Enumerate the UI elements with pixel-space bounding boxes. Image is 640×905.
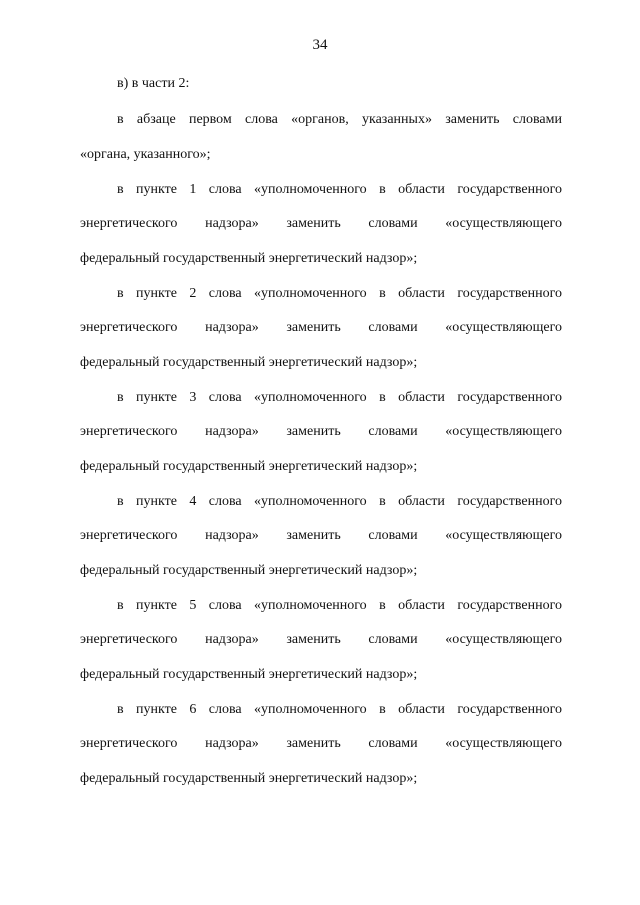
subsection-heading: в) в части 2:	[117, 76, 190, 91]
paragraph-point-3-line-2: энергетического надзора» заменить словами «осуществляющего	[80, 424, 562, 439]
paragraph-point-5-line-3: федеральный государственный энергетический надзор»;	[80, 667, 418, 682]
paragraph-point-1-line-1: в пункте 1 слова «уполномоченного в области государственного	[117, 182, 562, 197]
paragraph-point-2-line-3: федеральный государственный энергетический надзор»;	[80, 355, 418, 370]
paragraph-point-5-line-1: в пункте 5 слова «уполномоченного в области государственного	[117, 598, 562, 613]
paragraph-point-6-line-1: в пункте 6 слова «уполномоченного в области государственного	[117, 702, 562, 717]
paragraph-point-2-line-1: в пункте 2 слова «уполномоченного в области государственного	[117, 286, 562, 301]
paragraph-point-3-line-1: в пункте 3 слова «уполномоченного в области государственного	[117, 390, 562, 405]
paragraph-point-1-line-2: энергетического надзора» заменить словами «осуществляющего	[80, 216, 562, 231]
paragraph-point-6-line-3: федеральный государственный энергетический надзор»;	[80, 771, 418, 786]
page-number: 34	[312, 37, 328, 53]
paragraph-abzac-line-2: «органа, указанного»;	[80, 147, 211, 162]
paragraph-point-2-line-2: энергетического надзора» заменить словами «осуществляющего	[80, 320, 562, 335]
paragraph-point-5-line-2: энергетического надзора» заменить словами «осуществляющего	[80, 632, 562, 647]
paragraph-point-3-line-3: федеральный государственный энергетический надзор»;	[80, 459, 418, 474]
paragraph-abzac-line-1: в абзаце первом слова «органов, указанных» заменить словами	[117, 112, 562, 127]
paragraph-point-4-line-1: в пункте 4 слова «уполномоченного в области государственного	[117, 494, 562, 509]
paragraph-point-6-line-2: энергетического надзора» заменить словами «осуществляющего	[80, 736, 562, 751]
paragraph-point-4-line-3: федеральный государственный энергетический надзор»;	[80, 563, 418, 578]
paragraph-point-4-line-2: энергетического надзора» заменить словами «осуществляющего	[80, 528, 562, 543]
paragraph-point-1-line-3: федеральный государственный энергетический надзор»;	[80, 251, 418, 266]
